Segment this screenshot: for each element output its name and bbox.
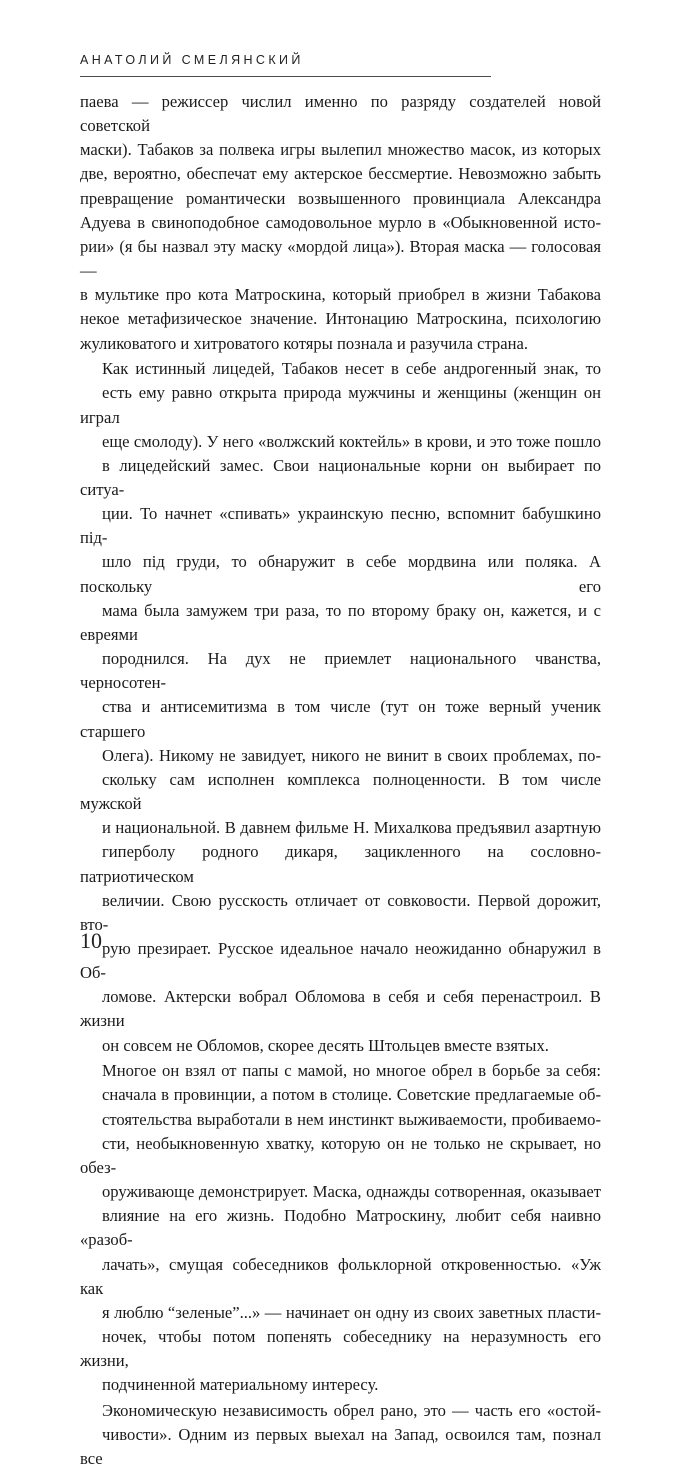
page-number: 10 xyxy=(80,928,102,953)
running-head-author: АНАТОЛИЙ СМЕЛЯНСКИЙ xyxy=(80,53,304,67)
text-line: рии» (я бы назвал эту маску «мордой лица»). Вторая маска — голосовая — xyxy=(80,236,601,281)
text-line: породнился. На дух не приемлет национального чванства, черносотен- xyxy=(80,649,601,693)
text-line: я люблю “зеленые”...» — начинает он одну из своих заветных пласти- xyxy=(102,1302,601,1322)
text-line: маски). Табаков за полвека игры вылепил множество масок, из которых xyxy=(80,140,601,160)
text-line: мама была замужем три раза, то по второму браку он, кажется, и с евреями xyxy=(80,600,601,644)
text-line: он совсем не Обломов, скорее десять Штольцев вместе взятых. xyxy=(102,1035,549,1055)
text-line: ства и антисемитизма в том числе (тут он тоже верный ученик старшего xyxy=(80,697,601,741)
text-line: стоятельства выработали в нем инстинкт выживаемости, пробиваемо- xyxy=(102,1109,601,1129)
text-line: сначала в провинции, а потом в столице. Советские предлагаемые об- xyxy=(102,1085,601,1105)
text-line: влияние на его жизнь. Подобно Матроскину, любит себя наивно «разоб- xyxy=(80,1206,601,1250)
text-line: Олега). Никому не завидует, никого не винит в своих проблемах, по- xyxy=(102,745,601,765)
paragraph-1 xyxy=(80,90,601,356)
paragraph-2 xyxy=(80,357,601,1058)
text-line: Экономическую независимость обрел рано, это — часть его «остой- xyxy=(102,1400,601,1420)
text-line: есть ему равно открыта природа мужчины и женщины (женщин он играл xyxy=(80,383,601,427)
text-line: скольку сам исполнен комплекса полноценности. В том числе мужской xyxy=(80,769,601,814)
text-line: сти, необыкновенную хватку, которую он не только не скрывает, но обез- xyxy=(80,1133,601,1177)
text-line: две, вероятно, обеспечат ему актерское бессмертие. Невозможно забыть xyxy=(80,164,601,184)
text-line: шло під груди, то обнаружит в себе мордвина или поляка. А поскольку его xyxy=(80,552,601,596)
text-line: рую презирает. Русское идеальное начало неожиданно обнаружил в Об- xyxy=(80,938,601,983)
text-line: еще смолоду). У него «волжский коктейль» в крови, и это тоже пошло xyxy=(102,431,601,451)
text-line: гиперболу родного дикаря, зацикленного на сословно-патриотическом xyxy=(80,842,601,886)
text-line: Многое он взял от папы с мамой, но многое обрел в борьбе за себя: xyxy=(102,1061,601,1081)
text-line: превращение романтически возвышенного провинциала Александра xyxy=(80,188,601,208)
text-line: ломове. Актерски вобрал Обломова в себя и себя перенастроил. В жизни xyxy=(80,987,601,1031)
text-line: чивости». Одним из первых выехал на Запад, освоился там, познал все xyxy=(80,1425,601,1469)
text-line: жуликоватого и хитроватого котяры познала и разучила страна. xyxy=(80,333,528,353)
text-line: в лицедейский замес. Свои национальные корни он выбирает по ситуа- xyxy=(80,455,601,499)
text-line: паева — режиссер числил именно по разряду создателей новой советской xyxy=(80,92,601,136)
text-line: лачать», смущая собеседников фольклорной откровенностью. «Уж как xyxy=(80,1254,601,1298)
text-line: ночек, чтобы потом попенять собеседнику на неразумность его жизни, xyxy=(80,1326,601,1371)
header-rule xyxy=(80,76,491,77)
text-line: подчиненной материальному интересу. xyxy=(102,1375,379,1395)
text-line: ции. То начнет «спивать» украинскую песню, вспомнит бабушкино під- xyxy=(80,504,601,548)
text-line: и национальной. В давнем фильме Н. Михалкова предъявил азартную xyxy=(102,818,601,838)
text-line: величии. Свою русскость отличает от совковости. Первой дорожит, вто- xyxy=(80,890,601,934)
body-text xyxy=(80,90,601,1471)
text-line: некое метафизическое значение. Интонацию Матроскина, психологию xyxy=(80,309,601,329)
text-line: в мультике про кота Матроскина, который приобрел в жизни Табакова xyxy=(80,285,601,305)
text-line: Как истинный лицедей, Табаков несет в себе андрогенный знак, то xyxy=(102,359,601,379)
paragraph-4 xyxy=(80,1399,601,1471)
text-line: Адуева в свиноподобное самодовольное мурло в «Обыкновенной исто- xyxy=(80,212,601,232)
text-line: оруживающе демонстрирует. Маска, однажды сотворенная, оказывает xyxy=(102,1182,601,1202)
paragraph-3 xyxy=(80,1059,601,1397)
